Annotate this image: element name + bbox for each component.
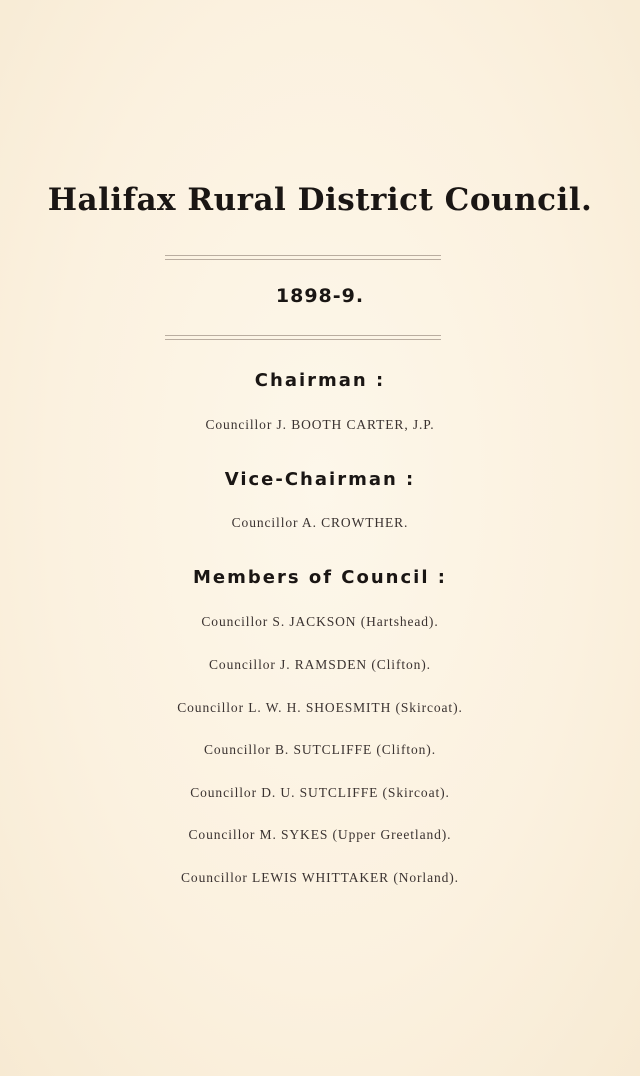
member-item: Councillor LEWIS WHITTAKER (Norland). (181, 870, 459, 885)
vice-chairman-heading: Vice-Chairman : (224, 469, 416, 490)
member-item: Councillor B. SUTCLIFFE (Clifton). (204, 742, 436, 757)
chairman-name: Councillor J. BOOTH CARTER, J.P. (205, 417, 435, 432)
page-title: Halifax Rural District Council. (47, 182, 593, 218)
member-item: Councillor D. U. SUTCLIFFE (Skircoat). (190, 785, 450, 800)
member-item: Councillor M. SYKES (Upper Greetland). (188, 827, 452, 842)
divider-top (165, 255, 441, 260)
member-item: Councillor S. JACKSON (Hartshead). (201, 614, 439, 629)
divider-bottom (165, 335, 441, 340)
member-item: Councillor J. RAMSDEN (Clifton). (209, 657, 431, 672)
member-item: Councillor L. W. H. SHOESMITH (Skircoat). (177, 700, 463, 715)
chairman-heading: Chairman : (254, 370, 386, 391)
vice-chairman-name: Councillor A. CROWTHER. (231, 515, 409, 530)
year: 1898-9. (275, 285, 365, 307)
members-heading: Members of Council : (193, 567, 447, 588)
